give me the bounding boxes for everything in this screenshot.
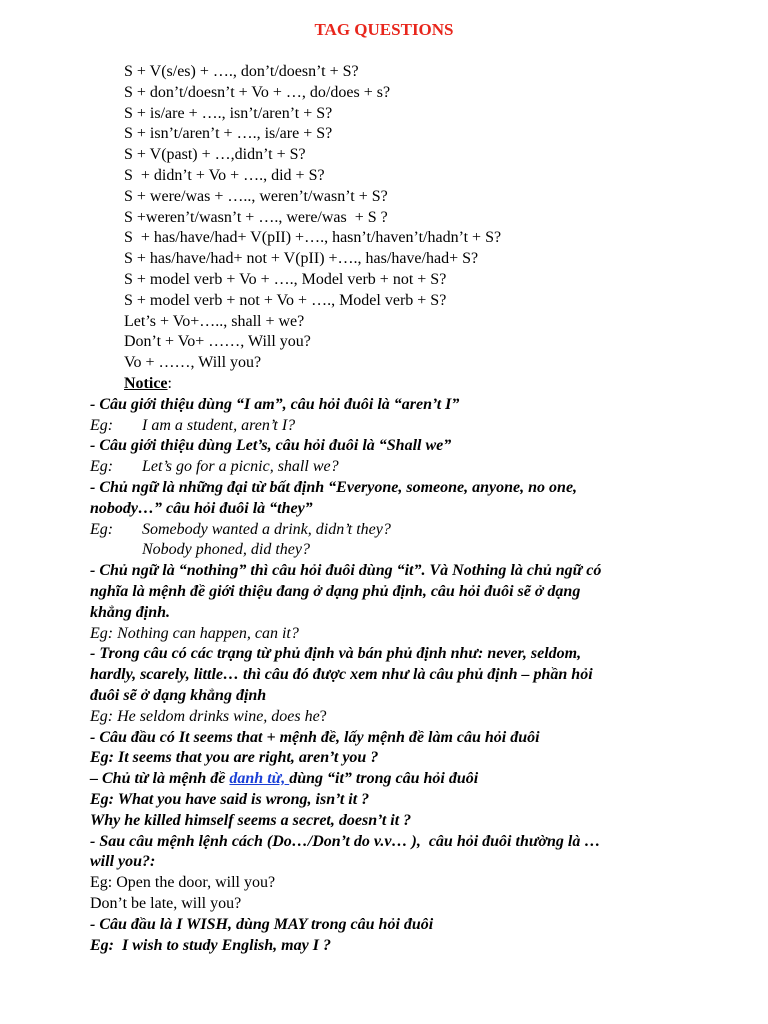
notice-heading [124, 374, 172, 395]
rule-text: dùng “it” trong câu hỏi đuôi [289, 770, 479, 788]
note-rule: hardly, scarely, little… thì câu đó được xem như là câu phủ định – phần hỏi [90, 666, 593, 684]
note-example [90, 520, 660, 541]
example-text: Let’s go for a picnic, shall we? [142, 458, 339, 476]
document-title: TAG QUESTIONS [314, 20, 454, 39]
formula-line: S + has/have/had+ V(pII) +…., hasn’t/haven’t/hadn’t + S? [124, 229, 502, 247]
example-punctuation: ? [319, 707, 327, 725]
note-rule: - Chủ ngữ là “nothing” thì câu hỏi đuôi dùng “it”. Và Nothing là chủ ngữ có [90, 562, 602, 580]
note-rule: will you?: [90, 853, 156, 871]
note-example: Eg: What you have said is wrong, isn’t it ? [90, 790, 370, 808]
formula-line: S + model verb + not + Vo + …., Model verb + S? [124, 291, 447, 309]
note-rule: nghĩa là mệnh đề giới thiệu đang ở dạng phủ định, câu hỏi đuôi sẽ ở dạng [90, 582, 581, 600]
formula-line: S + has/have/had+ not + V(pII) +…., has/have/had+ S? [124, 250, 479, 268]
formula-line: S +weren’t/wasn’t + …., were/was + S ? [124, 208, 388, 226]
note-example: Eg: Nothing can happen, can it? [90, 624, 299, 642]
note-rule: - Sau câu mệnh lệnh cách (Do…/Don’t do v.v… ), câu hỏi đuôi thường là … [90, 832, 601, 850]
danh-tu-link[interactable]: danh từ, [229, 770, 290, 788]
formula-line: S + is/are + …., isn’t/aren’t + S? [124, 104, 333, 122]
note-example: Eg: Open the door, will you? [90, 874, 276, 892]
note-example: Why he killed himself seems a secret, doesn’t it ? [90, 811, 412, 829]
eg-label: Eg: [90, 458, 114, 476]
note-rule: - Chủ ngữ là những đại từ bất định “Everyone, someone, anyone, no one, [90, 478, 578, 496]
formula-line: S + didn’t + Vo + …., did + S? [124, 166, 325, 184]
notes-section [90, 395, 660, 957]
formula-line: S + model verb + Vo + …., Model verb + not + S? [124, 270, 447, 288]
eg-label: Eg: [90, 520, 114, 538]
rule-text: – Chủ từ là mệnh đề [90, 770, 230, 788]
note-rule: - Câu đầu có It seems that + mệnh đề, lấy mệnh đề làm câu hỏi đuôi [90, 728, 540, 746]
notice-colon: : [167, 375, 172, 392]
note-rule: nobody…” câu hỏi đuôi là “they” [90, 499, 313, 517]
notice-label: Notice [124, 375, 168, 392]
note-example [90, 416, 660, 437]
note-example: Eg: I wish to study English, may I ? [90, 936, 331, 954]
note-rule: - Câu giới thiệu dùng “I am”, câu hỏi đuôi là “aren’t I” [90, 395, 460, 413]
formula-line: Let’s + Vo+….., shall + we? [124, 312, 305, 330]
note-example: Eg: It seems that you are right, aren’t you ? [90, 749, 379, 767]
formula-line: S + V(s/es) + …., don’t/doesn’t + S? [124, 63, 359, 80]
note-example: Don’t be late, will you? [90, 894, 242, 912]
eg-label: Eg: [90, 416, 114, 434]
note-rule: - Câu đầu là I WISH, dùng MAY trong câu hỏi đuôi [90, 915, 434, 933]
formula-line: Vo + ……, Will you? [124, 354, 262, 372]
note-example [90, 707, 660, 728]
formula-list [124, 62, 724, 374]
example-text: Nobody phoned, did they? [142, 541, 310, 559]
note-rule: khẳng định. [90, 603, 171, 621]
note-rule: đuôi sẽ ở dạng khẳng định [90, 686, 267, 704]
example-text: I am a student, aren’t I? [142, 416, 296, 434]
note-example [90, 457, 660, 478]
example-text: Somebody wanted a drink, didn’t they? [142, 520, 391, 538]
note-rule: - Trong câu có các trạng từ phủ định và bán phủ định như: never, seldom, [90, 645, 582, 663]
note-rule: - Câu giới thiệu dùng Let’s, câu hỏi đuôi là “Shall we” [90, 437, 452, 455]
formula-line: Don’t + Vo+ ……, Will you? [124, 333, 311, 351]
formula-line: S + V(past) + …,didn’t + S? [124, 146, 306, 164]
example-text: Eg: He seldom drinks wine, does he [90, 707, 320, 725]
formula-line: S + don’t/doesn’t + Vo + …, do/does + s? [124, 83, 391, 101]
formula-line: S + isn’t/aren’t + …., is/are + S? [124, 125, 333, 143]
note-example [90, 540, 660, 561]
formula-line: S + were/was + ….., weren’t/wasn’t + S? [124, 187, 388, 205]
note-rule [90, 769, 660, 790]
